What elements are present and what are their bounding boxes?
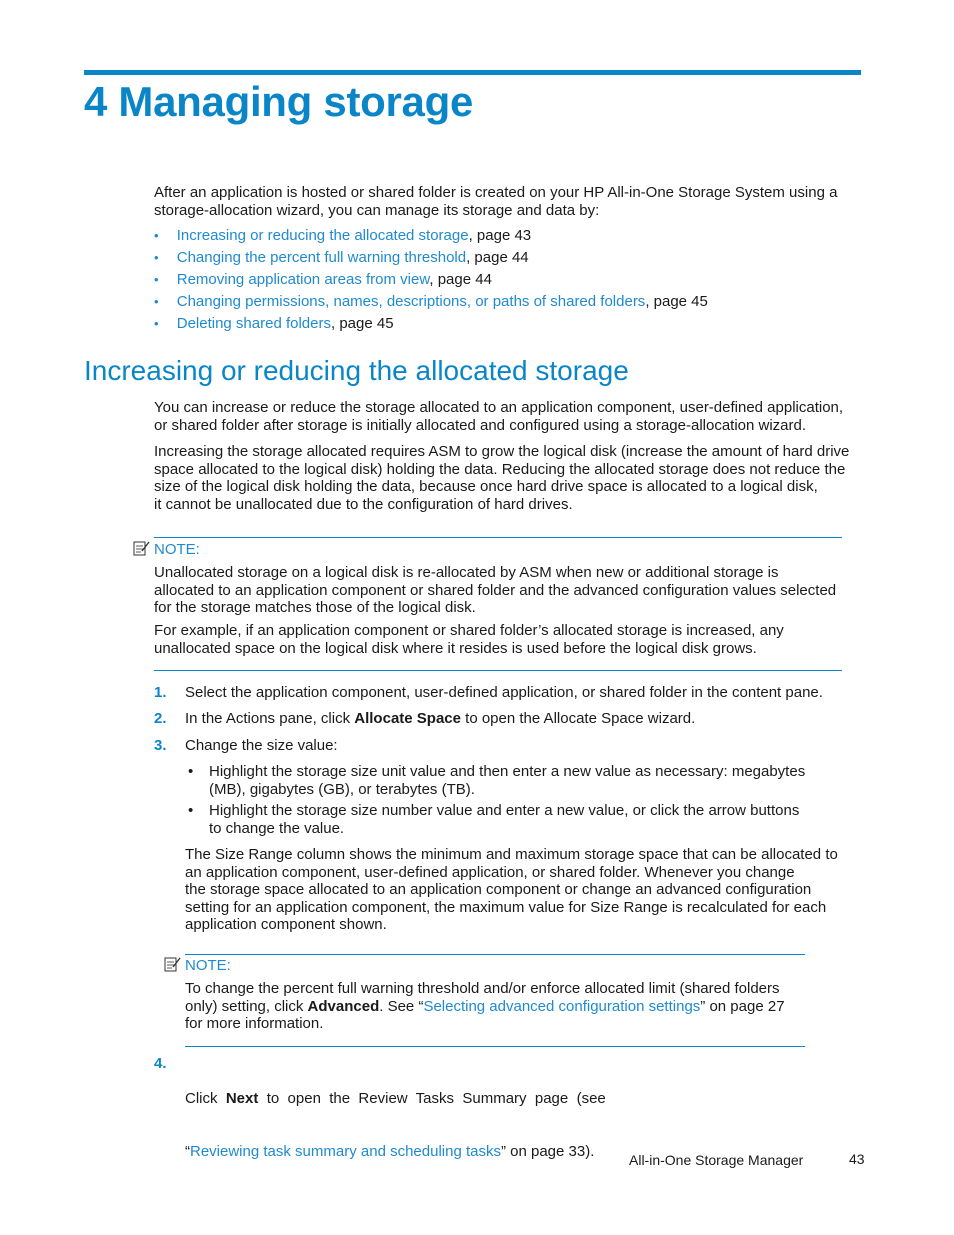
step-3-text: Change the size value: (185, 737, 338, 754)
toc-link-deleting[interactable]: Deleting shared folders (176, 315, 331, 332)
step-1-text: Select the application component, user-defined application, or shared folder in the content pane. (185, 684, 823, 701)
footer-title: All-in-One Storage Manager (629, 1152, 804, 1168)
bullet-icon: • (188, 763, 194, 780)
step-number: 3. (154, 737, 167, 754)
note-paragraph-1: Unallocated storage on a logical disk is re-allocated by ASM when new or additional storage is allocated to an application component or shared folder and the advanced configuration values selected for the storage matches those of the logical disk. (154, 564, 837, 616)
step-number: 1. (154, 684, 167, 701)
toc-link-permissions[interactable]: Changing permissions, names, descriptions, or paths of shared folders (176, 293, 646, 310)
bullet-icon: • (154, 272, 159, 287)
toc-item: • Deleting shared folders, page 45 (154, 315, 394, 332)
step-number: 4. (154, 1055, 167, 1072)
bullet-icon: • (154, 250, 159, 265)
bullet-icon: • (188, 802, 194, 819)
link-advanced-settings[interactable]: Selecting advanced configuration settings (423, 997, 701, 1015)
step-2-text: In the Actions pane, click Allocate Space to open the Allocate Space wizard. (185, 710, 696, 727)
size-range-paragraph: The Size Range column shows the minimum and maximum storage space that can be allocated to an application component, user-defined application, or shared folder. Whenever you change the storage space allocated to an application component or change an advanced configuration setting for an application component, the maximum value for Size Range is recalculated for each application component shown. (185, 846, 838, 933)
note-bottom-rule (185, 1046, 805, 1047)
note-bottom-rule (154, 670, 842, 671)
toc-item: • Increasing or reducing the allocated storage, page 43 (154, 227, 532, 244)
note-top-rule (185, 954, 805, 955)
step-number: 2. (154, 710, 167, 727)
bullet-icon: • (154, 228, 159, 243)
section-heading: Increasing or reducing the allocated storage (84, 355, 629, 386)
note-label: NOTE: (185, 957, 231, 974)
toc-item: • Changing the percent full warning threshold, page 44 (154, 249, 529, 266)
note-label: NOTE: (154, 541, 200, 558)
toc-item: • Removing application areas from view, page 44 (154, 271, 492, 288)
toc-link-threshold[interactable]: Changing the percent full warning threshold (176, 249, 467, 266)
sub-bullet-2: Highlight the storage size number value and enter a new value, or click the arrow buttons to change the value. (209, 802, 800, 837)
chapter-rule (84, 70, 861, 75)
toc-list (154, 227, 708, 337)
sub-bullet-1: Highlight the storage size unit value and then enter a new value as necessary: megabytes (MB), gigabytes (GB), or terabytes (TB). (209, 763, 806, 798)
note-icon (133, 540, 151, 561)
note-icon (164, 956, 182, 977)
bullet-icon: • (154, 316, 159, 331)
chapter-title: 4 Managing storage (84, 78, 474, 125)
note-paragraph-2: For example, if an application component or shared folder’s allocated storage is increased, any unallocated space on the logical disk where it resides is used before the logical disk grows. (154, 622, 784, 657)
toc-link-increasing[interactable]: Increasing or reducing the allocated storage (176, 227, 469, 244)
toc-item: • Changing permissions, names, descriptions, or paths of shared folders, page 45 (154, 293, 708, 310)
page-number: 43 (849, 1151, 865, 1167)
section-paragraph-2: Increasing the storage allocated requires ASM to grow the logical disk (increase the amount of hard drive space allocated to the logical disk) holding the data. Reducing the allocated storage does not reduce the size of the logical disk holding the data, because once hard drive space is allocated to a logical disk, it cannot be unallocated due to the configuration of hard drives. (154, 443, 850, 513)
note-top-rule (154, 537, 842, 538)
link-review-tasks[interactable]: Reviewing task summary and scheduling tasks (190, 1142, 501, 1160)
section-paragraph-1: You can increase or reduce the storage allocated to an application component, user-defined application, or shared folder after storage is initially allocated and configured using a storage-allocation wizard. (154, 399, 844, 434)
step-4-text: Click Next to open the Review Tasks Summary page (see “Reviewing task summary and scheduling tasks” on page 33). (185, 1090, 606, 1160)
intro-paragraph: After an application is hosted or shared folder is created on your HP All-in-One Storage System using a storage-allocation wizard, you can manage its storage and data by: (154, 184, 838, 219)
toc-link-removing[interactable]: Removing application areas from view (176, 271, 430, 288)
note-2-paragraph: To change the percent full warning threshold and/or enforce allocated limit (shared folders only) setting, click Advanced. See “Selecting advanced configuration settings” on page 27 for more information. (185, 980, 785, 1032)
bullet-icon: • (154, 294, 159, 309)
